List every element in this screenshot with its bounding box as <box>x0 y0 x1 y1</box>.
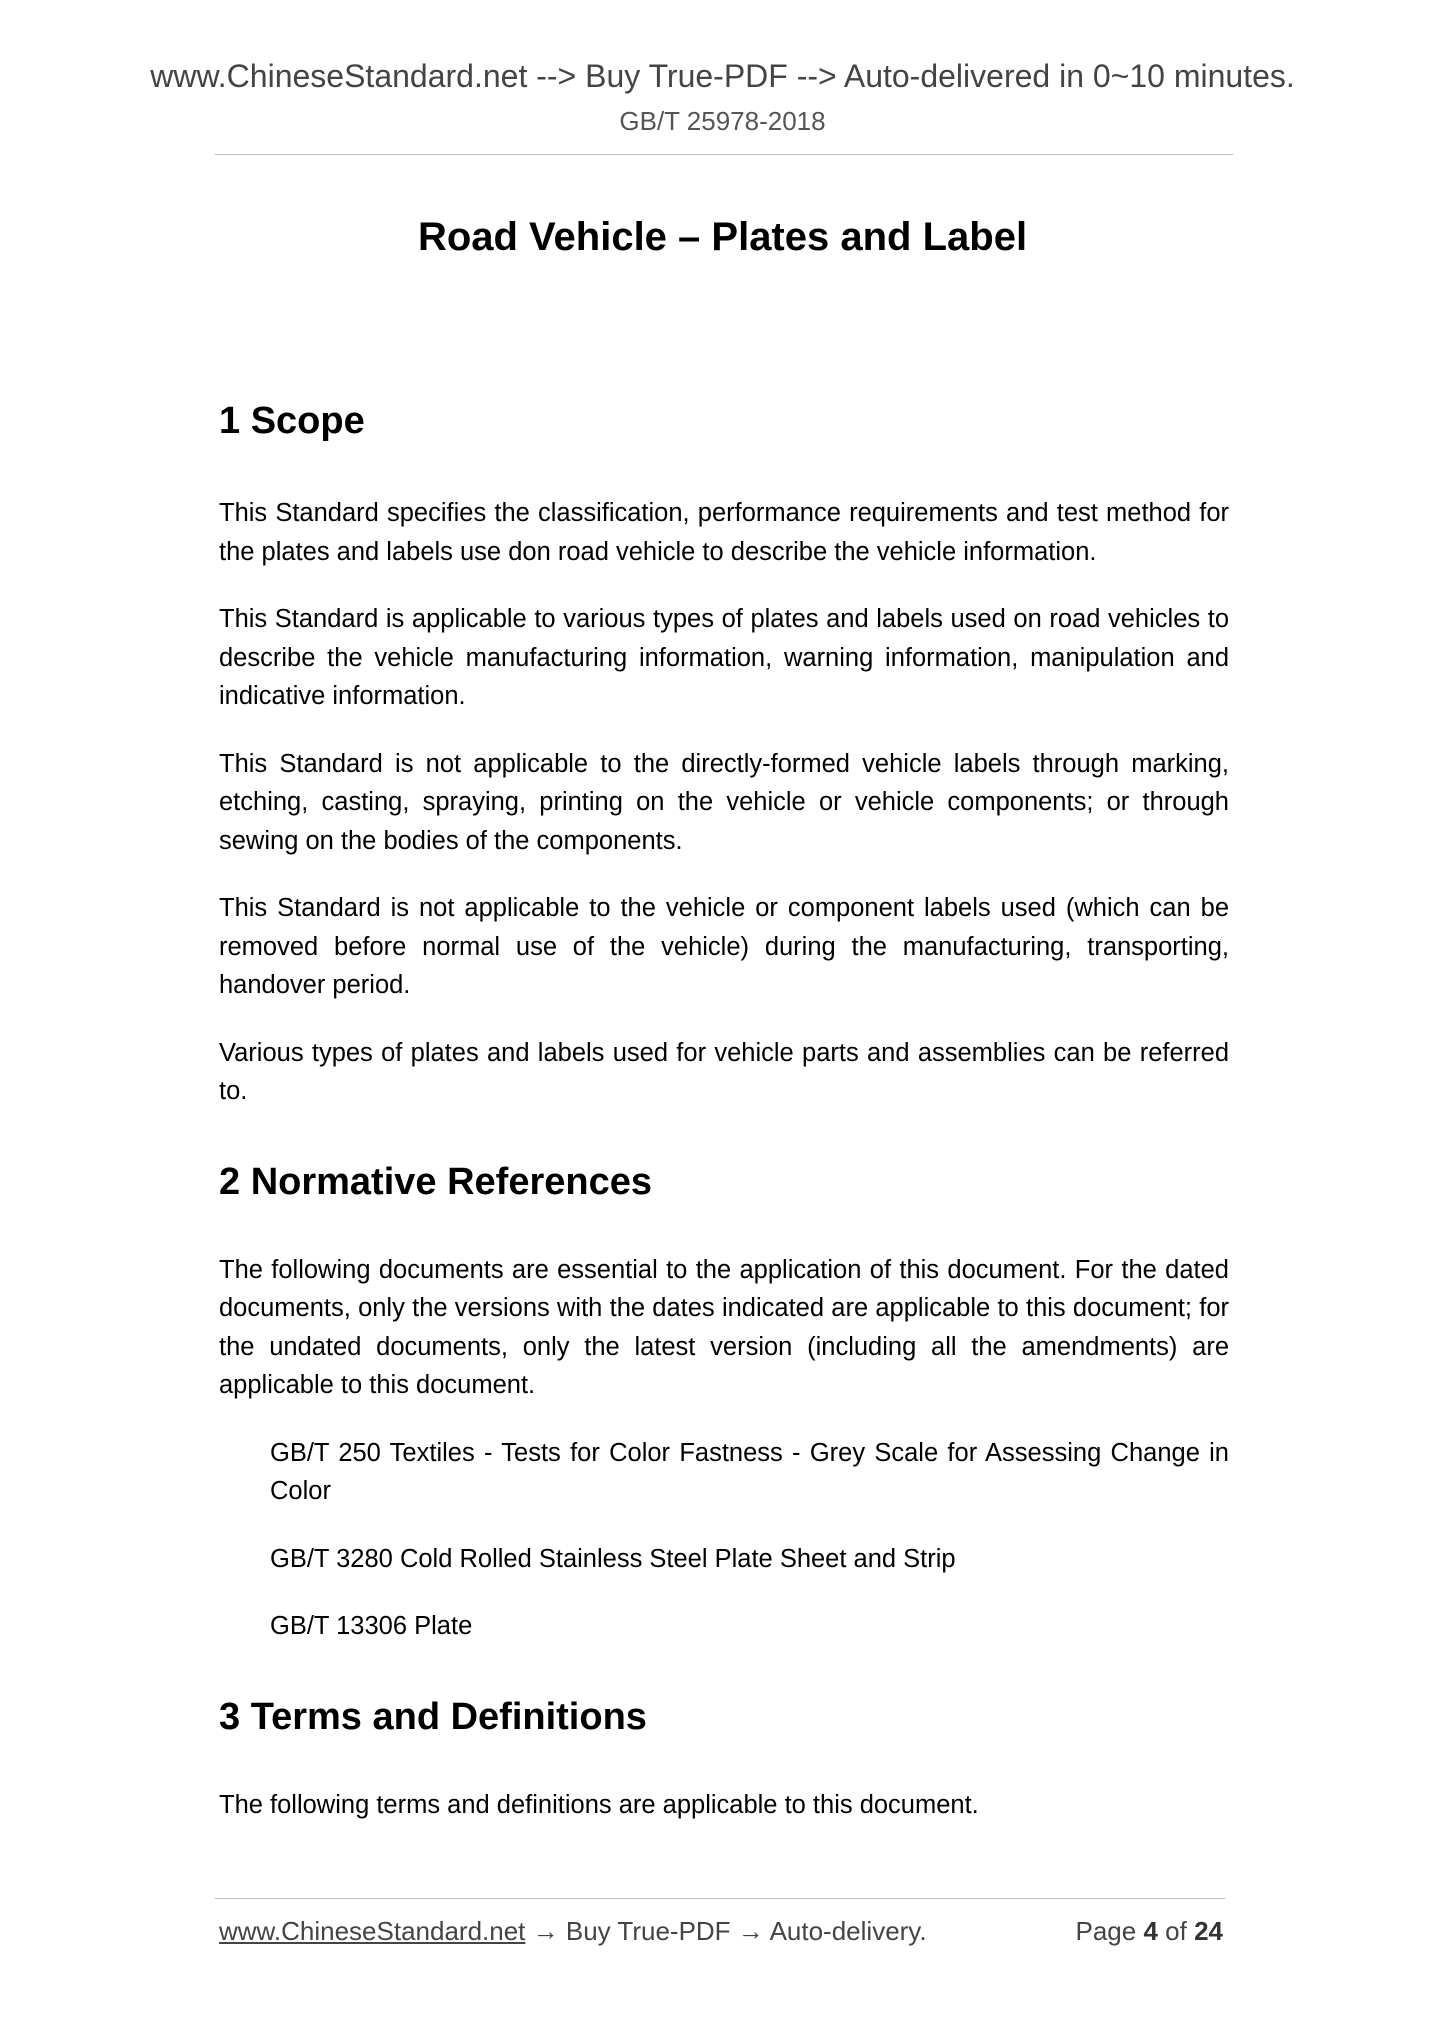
document-body <box>219 400 1229 1824</box>
scope-paragraph: This Standard is applicable to various types of plates and labels used on road vehicles to describe the vehicle manufacturing information, warning information, manipulation and indicative information. <box>219 605 1229 710</box>
header-banner: www.ChineseStandard.net --> Buy True-PDF --> Auto-delivered in 0~10 minutes. <box>150 58 1295 94</box>
header-divider <box>215 154 1233 155</box>
normative-intro: The following documents are essential to the application of this document. For the dated documents, only the versions with the dates indicated are applicable to this document; for the undated documents, only the latest version (including all the amendments) are applicable to this document. <box>219 1255 1229 1399</box>
page-label: Page <box>1075 1916 1137 1946</box>
scope-paragraph: Various types of plates and labels used for vehicle parts and assemblies can be referred to. <box>219 1038 1229 1105</box>
of-label: of <box>1165 1916 1187 1946</box>
scope-paragraph: This Standard is not applicable to the vehicle or component labels used (which can be removed before normal use of the vehicle) during the manufacturing, transporting, handover period. <box>219 894 1229 999</box>
footer-site-link[interactable]: www.ChineseStandard.net <box>219 1916 526 1946</box>
footer-promo <box>219 1916 927 1947</box>
page-indicator <box>1075 1916 1223 1947</box>
reference-item: GB/T 3280 Cold Rolled Stainless Steel Plate Sheet and Strip <box>270 1544 956 1573</box>
document-title: Road Vehicle – Plates and Label <box>417 215 1028 259</box>
footer-divider <box>215 1898 1225 1899</box>
current-page-number: 4 <box>1143 1916 1158 1946</box>
terms-intro: The following terms and definitions are applicable to this document. <box>219 1790 979 1819</box>
section-heading-scope: 1 Scope <box>219 400 365 442</box>
reference-item: GB/T 250 Textiles - Tests for Color Fastness - Grey Scale for Assessing Change in Color <box>270 1438 1229 1505</box>
reference-item: GB/T 13306 Plate <box>270 1612 473 1640</box>
footer-promo-text: → Buy True-PDF → Auto-delivery. <box>525 1916 927 1946</box>
scope-paragraph: This Standard is not applicable to the directly-formed vehicle labels through marking, etching, casting, spraying, printing on the vehicle or vehicle components; or through sewing on the bodies of the components. <box>219 749 1229 855</box>
standard-number: GB/T 25978-2018 <box>619 106 826 136</box>
total-page-number: 24 <box>1194 1916 1223 1946</box>
scope-paragraph: This Standard specifies the classification, performance requirements and test method for the plates and labels use don road vehicle to describe the vehicle information. <box>219 499 1229 566</box>
section-heading-terms: 3 Terms and Definitions <box>219 1695 647 1738</box>
section-heading-normative: 2 Normative References <box>219 1160 652 1203</box>
